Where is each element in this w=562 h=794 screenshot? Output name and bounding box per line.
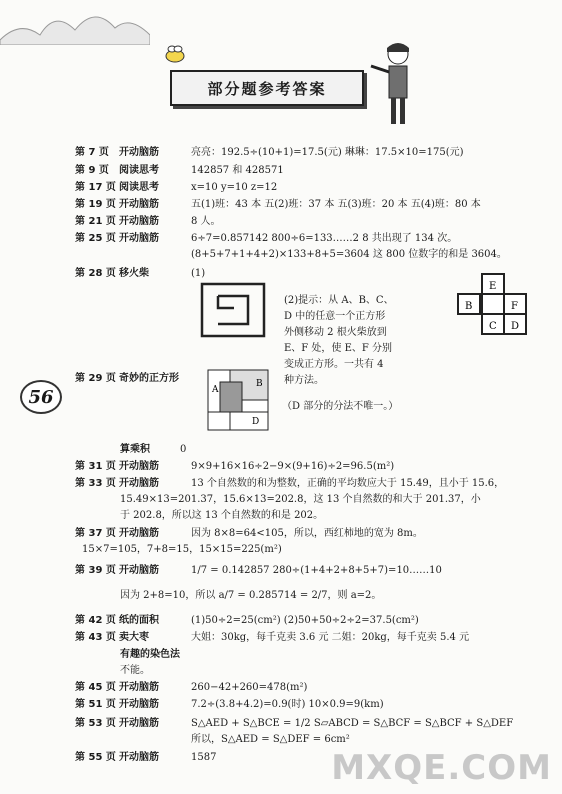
section-label: 开动脑筋 <box>119 147 159 158</box>
hint-text: (2)提示：从 A、B、C、D 中的任意一个正方形外侧移动 2 根火柴放到 E、F 处，使 E、F 分别变成正方形。一共有 4 种方法。 <box>284 295 394 386</box>
answer-text: 0 <box>180 444 187 455</box>
matchstick-figure-1 <box>198 280 270 340</box>
section-label: 阅读思考 <box>119 165 159 176</box>
page-label: 第 21 页 <box>75 216 116 227</box>
figure-label-b: B <box>465 301 473 312</box>
answer-row <box>75 477 504 490</box>
answer-text: 142857 和 428571 <box>191 165 284 176</box>
answer-text: 9×9+16×16÷2−9×(9+16)÷2=96.5(m²) <box>191 461 395 472</box>
answer-text: 亮亮：192.5÷(10+1)=17.5(元) 琳琳：17.5×10=175(元) <box>191 147 464 158</box>
answer-row <box>75 527 423 540</box>
student-illustration <box>365 40 425 128</box>
answer-row <box>75 198 481 211</box>
section-label: 开动脑筋 <box>119 461 159 472</box>
section-label: 有趣的染色法 <box>120 649 180 660</box>
page-label: 第 45 页 <box>75 682 116 693</box>
answer-continuation: (8+5+7+1+4+2)×133+8+5=3604 这 800 位数字的和是 3604。 <box>191 249 507 260</box>
answer-text: 五(1)班：43 本 五(2)班：37 本 五(3)班：20 本 五(4)班：80 本 <box>191 199 481 210</box>
answer-row <box>75 215 221 228</box>
section-label: 卖大枣 <box>119 632 149 643</box>
section-label: 移火柴 <box>119 268 149 279</box>
page-label: 第 51 页 <box>75 699 116 710</box>
answer-row <box>75 164 284 177</box>
answer-text: 13 个自然数的和为整数，正确的平均数应大于 15.49，且小于 15.6， <box>191 478 505 489</box>
answer-row <box>75 751 216 764</box>
section-label: 开动脑筋 <box>119 565 159 576</box>
tree-decoration <box>0 0 150 45</box>
figure-label-a: A <box>212 385 219 395</box>
answer-row <box>75 372 191 385</box>
note-text: （D 部分的分法不唯一。） <box>282 401 399 412</box>
answer-row <box>75 717 513 730</box>
answer-row <box>75 631 469 644</box>
answer-text: x=10 y=10 z=12 <box>191 182 278 193</box>
page-label: 第 7 页 <box>75 147 109 158</box>
section-label: 纸的面积 <box>119 615 159 626</box>
page-label: 第 43 页 <box>75 632 116 643</box>
answer-text: 大姐：30kg，每千克卖 3.6 元 二姐：20kg，每千克卖 5.4 元 <box>191 632 470 643</box>
answer-row <box>120 648 196 661</box>
page-label: 第 29 页 <box>75 373 116 384</box>
watermark: MXQE.COM <box>331 748 552 788</box>
section-label: 开动脑筋 <box>119 199 159 210</box>
answer-text: 8 人。 <box>191 216 221 227</box>
section-label: 开动脑筋 <box>119 528 159 539</box>
page-label: 第 17 页 <box>75 182 116 193</box>
section-label: 开动脑筋 <box>119 718 159 729</box>
part-label: (1) <box>191 268 206 279</box>
answer-row <box>75 460 394 473</box>
page-label: 第 31 页 <box>75 461 116 472</box>
page-label: 第 42 页 <box>75 615 116 626</box>
answer-continuation: 于 202.8，所以这 13 个自然数的和是 202。 <box>120 510 324 521</box>
section-label: 开动脑筋 <box>119 233 159 244</box>
answer-row <box>75 614 419 627</box>
page-label: 第 53 页 <box>75 718 116 729</box>
page-label: 第 55 页 <box>75 752 116 763</box>
page-number-badge: 56 <box>20 380 62 414</box>
answer-text: (1)50÷2=25(cm²) (2)50+50÷2÷2=37.5(cm²) <box>191 615 419 626</box>
section-label: 开动脑筋 <box>119 699 159 710</box>
page-label: 第 33 页 <box>75 478 116 489</box>
section-label: 算乘积 <box>120 444 150 455</box>
bee-icon <box>162 42 188 66</box>
answer-row <box>75 232 457 245</box>
section-label: 阅读思考 <box>119 182 159 193</box>
page-label: 第 9 页 <box>75 165 109 176</box>
answer-text: 1587 <box>191 752 217 763</box>
page-label: 第 39 页 <box>75 565 116 576</box>
answer-continuation: 15×7=105，7+8=15，15×15=225(m²) <box>82 544 282 555</box>
section-label: 奇妙的正方形 <box>119 373 179 384</box>
figure-label-d: D <box>511 321 520 332</box>
answer-text: 1/7 = 0.142857 280÷(1+4+2+8+5+7)=10……10 <box>191 565 442 576</box>
answer-continuation: 15.49×13=201.37，15.6×13=202.8，这 13 个自然数的和大于 201.37，小 <box>120 494 481 505</box>
page-label: 第 28 页 <box>75 268 116 279</box>
figure-label-b2: B <box>256 379 263 389</box>
answer-continuation: 因为 2+8=10，所以 a/7 = 0.285714 = 2/7，则 a=2。 <box>120 590 382 601</box>
answer-text: S△AED + S△BCE = 1/2 S▱ABCD = S△BCF = S△BCF + S△DEF <box>191 718 514 729</box>
page-label: 第 37 页 <box>75 528 116 539</box>
section-label: 开动脑筋 <box>119 752 159 763</box>
page-label: 第 25 页 <box>75 233 116 244</box>
page-title: 部分题参考答案 <box>170 70 364 106</box>
answer-text: 260−42+260=478(m²) <box>191 682 308 693</box>
answer-row <box>120 443 186 456</box>
section-label: 开动脑筋 <box>119 682 159 693</box>
answer-text: 7.2÷(3.8+4.2)=0.9(时) 10×0.9=9(km) <box>191 699 384 710</box>
answer-row <box>75 267 205 280</box>
figure-label-d3: D <box>252 417 260 427</box>
section-label: 开动脑筋 <box>119 478 159 489</box>
answer-continuation: 所以，S△AED = S△DEF = 6cm² <box>191 734 350 745</box>
answer-continuation: 不能。 <box>120 665 150 676</box>
figure-label-f: F <box>511 301 518 312</box>
answer-row <box>75 181 277 194</box>
section-label: 开动脑筋 <box>119 216 159 227</box>
answer-row <box>75 146 464 159</box>
figure-label-c: C <box>489 321 497 332</box>
answer-text: 6÷7=0.857142 800÷6=133……2 8 共出现了 134 次。 <box>191 233 458 244</box>
answer-row <box>75 698 384 711</box>
answer-row <box>75 564 442 577</box>
answer-row <box>75 681 307 694</box>
square-figure <box>206 368 272 434</box>
figure-label-e: E <box>489 281 497 292</box>
page-label: 第 19 页 <box>75 199 116 210</box>
matchstick-figure-2 <box>452 268 532 340</box>
answer-text: 因为 8×8=64<105，所以，西红柿地的宽为 8m。 <box>191 528 423 539</box>
